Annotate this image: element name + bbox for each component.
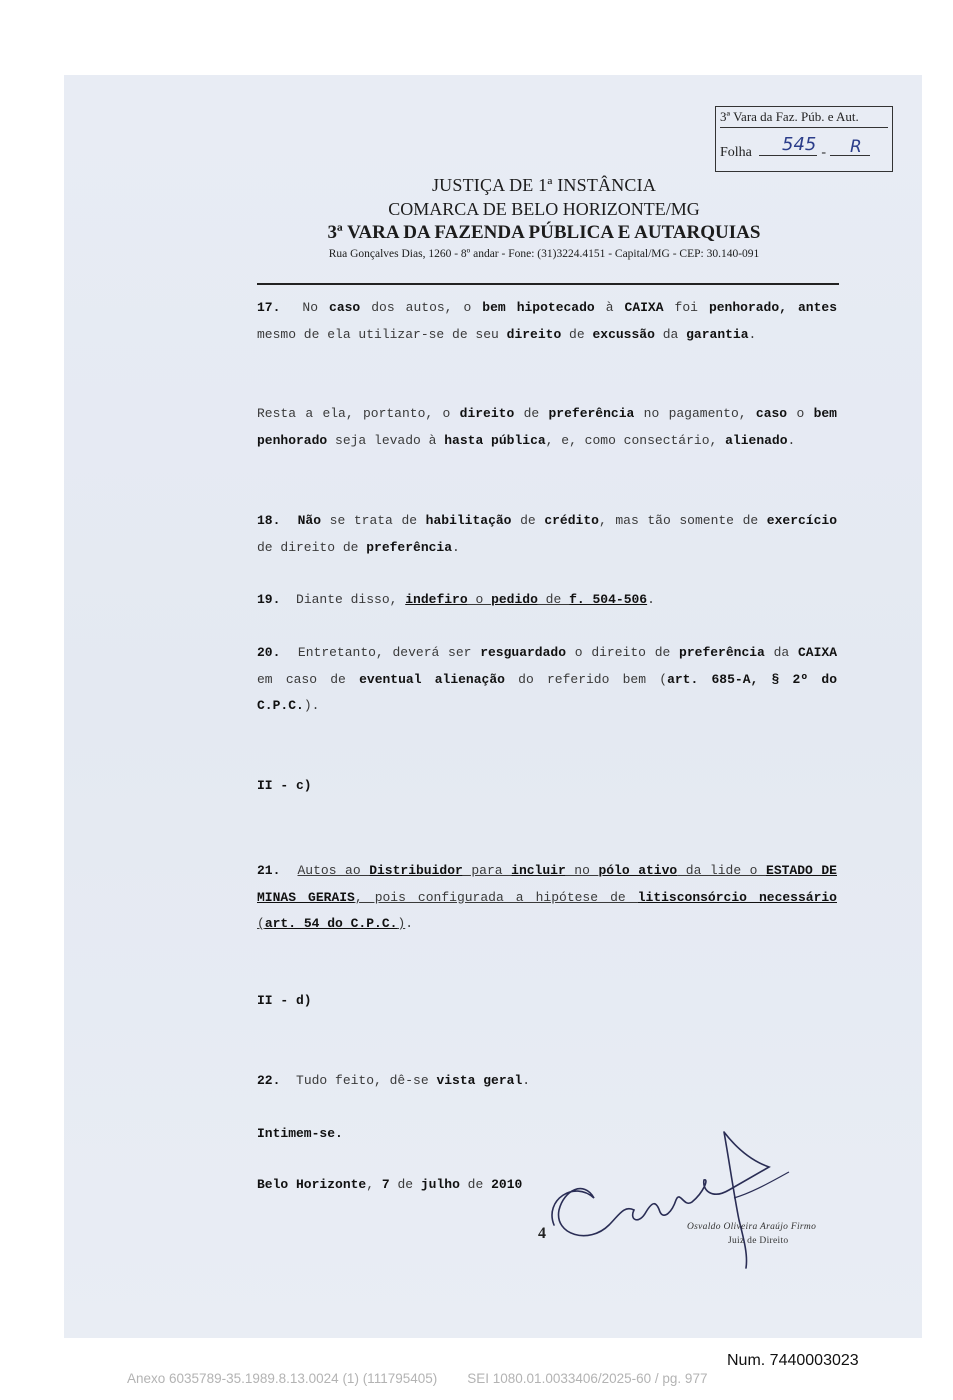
section-ii-c: II - c) [257,778,312,793]
scanned-page [64,75,922,1338]
header-address: Rua Gonçalves Dias, 1260 - 8º andar - Fone: (31)3224.4151 - Capital/MG - CEP: 30.140-091 [328,248,760,260]
paragraph-21: 21. Autos ao Distribuidor para incluir no pólo ativo da lide o ESTADO DE MINAS GERAIS, pois configurada a hipótese de litisconsórcio necessário (art. 54 do C.P.C.). [257,863,837,931]
judge-title: Juiz de Direito [728,1236,789,1246]
paragraph-22: 22. Tudo feito, dê-se vista geral. [257,1073,531,1088]
paragraph-17: 17. No caso dos autos, o bem hipotecado à CAIXA foi penhorado, antes mesmo de ela utilizar-se de seu direito de excussão da garantia. [257,300,837,342]
section-ii-d: II - d) [257,993,312,1008]
header-vara: 3ª VARA DA FAZENDA PÚBLICA E AUTARQUIAS [327,222,761,243]
paragraph-19: 19. Diante disso, indefiro o pedido de f. 504-506. [257,592,655,607]
stamp-folha-line [759,155,817,156]
stamp-folha-number: 545 [782,134,817,155]
paragraph-20: 20. Entretanto, deverá ser resguardado o direito de preferência da CAIXA em caso de eventual alienação do referido bem (art. 685-A, § 2º do C.P.C.). [257,645,837,713]
header-instance: JUSTIÇA DE 1ª INSTÂNCIA [431,175,657,195]
intimem-se: Intimem-se. [257,1126,343,1141]
stamp-folha-label: Folha [720,145,752,160]
stamp-court: 3ª Vara da Faz. Púb. e Aut. [720,109,888,128]
stamp-folha-suffix: R [850,137,862,157]
paragraph-18: 18. Não se trata de habilitação de crédito, mas tão somente de exercício de direito de preferência. [257,513,838,555]
page-number: 4 [538,1225,546,1242]
judge-signature [534,1120,794,1270]
judge-name: Osvaldo Oliveira Araújo Firmo [687,1222,817,1232]
paragraph-17-continued: Resta a ela, portanto, o direito de preferência no pagamento, caso o bem penhorado seja levado à hasta pública, e, como consectário, alienado. [257,406,837,448]
header-rule [257,283,839,285]
document-metadata: Anexo 6035789-35.1989.8.13.0024 (1) (111795405) SEI 1080.01.0033406/2025-60 / pg. 977 [127,1371,708,1386]
document-number: Num. 7440003023 [727,1352,859,1369]
stamp-folha-row: Folha - [720,145,874,161]
header-comarca: COMARCA DE BELO HORIZONTE/MG [388,199,700,219]
place-date: Belo Horizonte, 7 de julho de 2010 [257,1177,523,1192]
folha-stamp [715,106,893,172]
